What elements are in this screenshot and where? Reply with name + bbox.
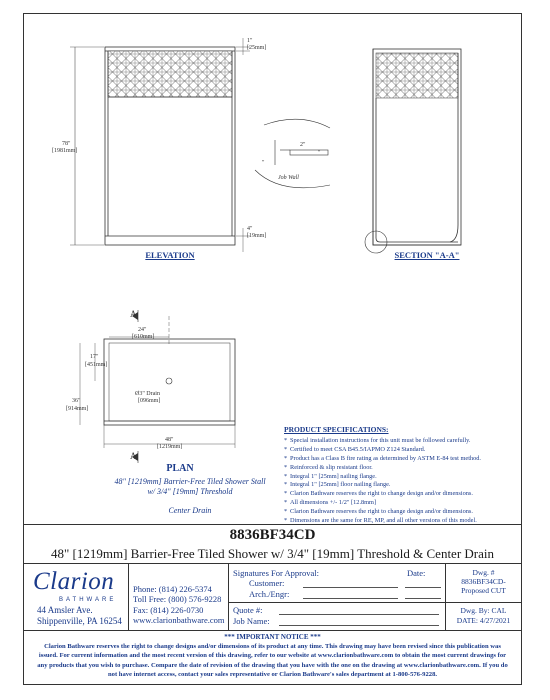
plan-dim-total-mm: [914mm] — [66, 406, 89, 412]
job-wall-label: Job Wall — [278, 175, 299, 181]
sig-divider — [229, 602, 445, 603]
section-view — [365, 49, 461, 253]
plan-view — [80, 310, 235, 463]
elev-dim-bottom-in: 4" — [247, 226, 253, 232]
model-description: 48" [1219mm] Barrier-Free Tiled Shower w/ 3/4" [19mm] Threshold & Center Drain — [50, 546, 494, 561]
detail-dim-c: " — [262, 160, 265, 166]
plan-dim-total-in: 36" — [72, 398, 81, 404]
model-code: 8836BF34CD — [229, 527, 316, 543]
spec-item: * All dimensions +/- 1/2" [12.8mm] — [284, 499, 522, 508]
spec-item: * Clarion Bathware reserves the right to change design and/or dimensions. — [284, 508, 522, 517]
detail-dim-a: 2" — [300, 142, 306, 148]
signature-box — [228, 564, 446, 631]
arch-label: Arch./Engr: — [249, 589, 290, 599]
spec-item: * Integral 1" [25mm] floor nailing flange. — [284, 481, 522, 490]
address-line1: 44 Amsler Ave. — [37, 605, 93, 615]
elev-dim-top-in: 1" — [247, 38, 253, 44]
dwg-by: Dwg. By: CAL — [460, 606, 507, 615]
detail-dim-b: " — [318, 150, 321, 156]
spec-item: * Certified to meet CSA B45.5/IAPMO Z124 Standard. — [284, 446, 522, 455]
elev-dim-height-in: 78" — [62, 141, 71, 147]
drain-label: Ø3" Drain — [135, 391, 160, 397]
product-specifications — [284, 426, 522, 526]
elevation-label: ELEVATION — [145, 250, 195, 260]
dwg-box — [445, 564, 522, 631]
plan-dim-full-in: 48" — [165, 437, 174, 443]
logo-box — [23, 564, 129, 631]
plan-dim-width-mm: [610mm] — [132, 334, 155, 340]
spec-item: * Clarion Bathware reserves the right to change design and/or dimensions. — [284, 490, 522, 499]
website-link[interactable]: www.clarionbathware.com — [133, 615, 225, 625]
drain-mm: [096mm] — [138, 398, 161, 404]
elevation-view — [70, 38, 250, 252]
spec-item: * Product has a Class B fire rating as determined by ASTM E-84 test method. — [284, 455, 522, 464]
spec-item: * Reinforced & slip resistant floor. — [284, 464, 522, 473]
dwg-label: Dwg. # — [472, 568, 495, 577]
title-divider — [23, 524, 522, 525]
quote-label: Quote #: — [233, 605, 263, 615]
quote-line[interactable] — [279, 614, 439, 615]
plan-desc-line1: 48" [1219mm] Barrier-Free Tiled Shower Stall — [114, 477, 266, 486]
section-marker-bottom: A — [130, 451, 137, 461]
spec-item: * Special installation instructions for this unit must be followed carefully. — [284, 437, 522, 446]
spec-item: * Integral 1" [25mm] nailing flange. — [284, 473, 522, 482]
arch-date-line[interactable] — [405, 598, 441, 599]
notice-body: Clarion Bathware reserves the right to change designs and/or dimensions of its product at any time. This drawing may have been revised since this publication was issued. For current information and the most recent version of this drawing, refer to our website at www.clarionbathware.com to obtain the most current drawings for any products that you wish to purchase. Compare the date of revision of the drawing that you have with the one on the drawing at www.clarionbathware.com. If you do not have internet access, contact your sales representative or Clarion Bathware's sales department at 1-800-576-9228. — [37, 643, 508, 678]
section-marker-top: A — [130, 309, 137, 319]
customer-signature-line[interactable] — [303, 587, 398, 588]
brand-sub: BATHWARE — [59, 597, 117, 603]
customer-label: Customer: — [249, 578, 285, 588]
dwg-divider — [445, 602, 522, 603]
elev-dim-top-mm: [25mm] — [247, 45, 267, 51]
title-block — [23, 563, 522, 631]
section-label: SECTION "A-A" — [394, 250, 460, 260]
toll-free: Toll Free: (800) 576-9228 — [133, 594, 222, 604]
arch-signature-line[interactable] — [303, 598, 398, 599]
fax: Fax: (814) 226-0730 — [133, 605, 204, 615]
spec-item: * Dimensions are the same for RE, MP, and all other versions of this model. — [284, 517, 522, 526]
dwg-cut: Proposed CUT — [461, 586, 506, 595]
dwg-date: DATE: 4/27/2021 — [456, 616, 511, 625]
plan-dim-full-mm: [1219mm] — [157, 444, 183, 450]
brand-logo: Clarion — [33, 568, 115, 595]
plan-title: PLAN — [166, 463, 194, 474]
elev-dim-bottom-mm: [19mm] — [247, 233, 267, 239]
elev-dim-height-mm: [1981mm] — [52, 148, 78, 154]
date-label: Date: — [407, 568, 426, 578]
sig-heading: Signatures For Approval: — [233, 568, 319, 578]
plan-desc-line3: Center Drain — [168, 506, 212, 515]
dwg-number: 8836BF34CD- — [461, 577, 506, 586]
plan-dim-depth-in: 17" — [90, 354, 99, 360]
address-line2: Shippenville, PA 16254 — [37, 616, 122, 626]
notice-heading: *** IMPORTANT NOTICE *** — [224, 633, 321, 641]
plan-dim-depth-mm: [451mm] — [85, 362, 108, 368]
job-name-line[interactable] — [279, 625, 439, 626]
phone: Phone: (814) 226-5374 — [133, 584, 212, 594]
specs-heading: PRODUCT SPECIFICATIONS: — [284, 425, 389, 434]
job-name-label: Job Name: — [233, 616, 270, 626]
plan-desc-line2: w/ 3/4" [19mm] Threshold — [147, 487, 233, 496]
customer-date-line[interactable] — [405, 587, 441, 588]
plan-dim-width-in: 24" — [138, 327, 147, 333]
